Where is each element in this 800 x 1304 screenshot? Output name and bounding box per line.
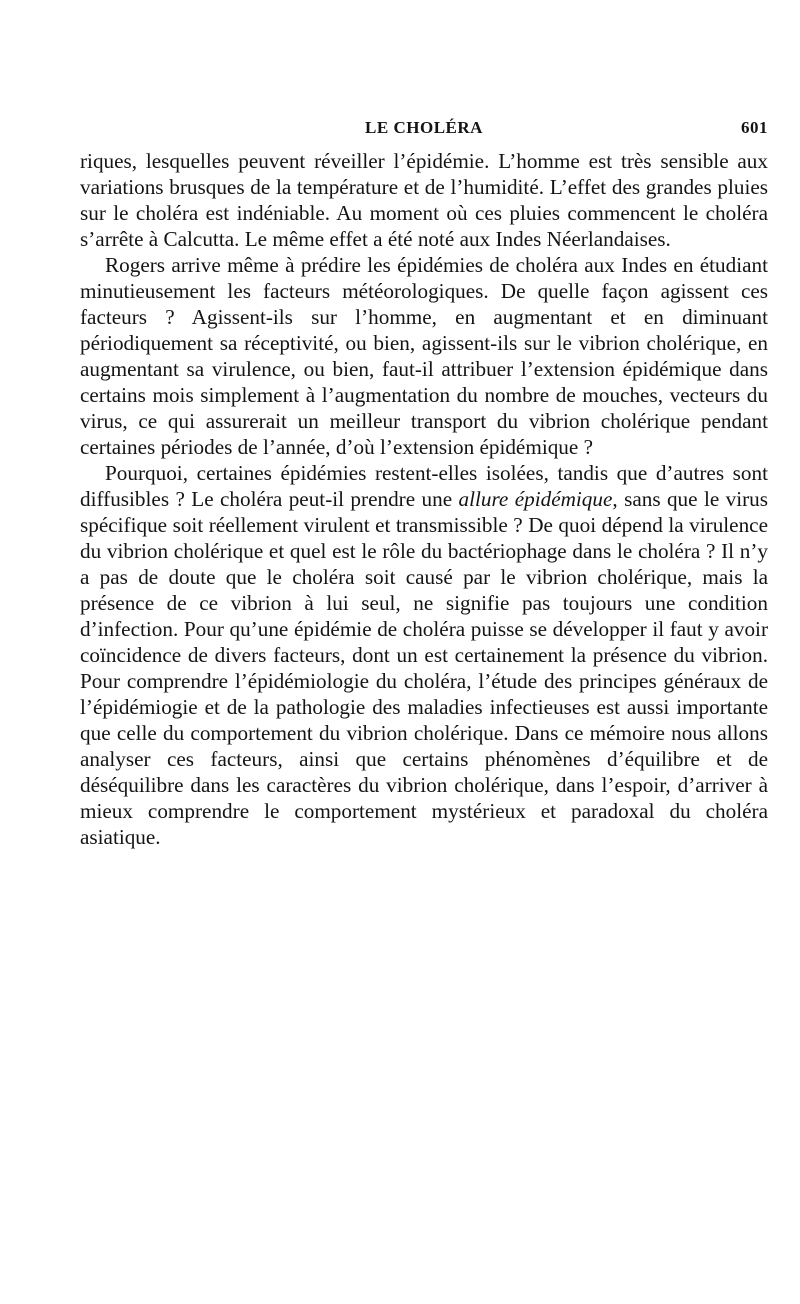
paragraph-rogers: Rogers arrive même à prédire les épidémies de choléra aux Indes en étudiant minutieusement les facteurs météorologiques. De quelle façon agissent ces facteurs ? Agissent-ils sur l’homme, en augmentant et en diminuant périodiquement sa réceptivité, ou bien, agissent-ils sur le vibrion cholérique, en augmentant sa virulence, ou bien, faut-il attribuer l’extension épidémique dans certains mois simplement à l’augmentation du nombre de mouches, vecteurs du virus, ce qui assurerait un meilleur transport du vibrion cholérique pendant certaines périodes de l’année, d’où l’extension épidémique ? — [80, 253, 768, 459]
body-text — [80, 148, 768, 850]
document-page — [80, 112, 768, 850]
page-number: 601 — [741, 118, 768, 137]
paragraph-text-part-2: , sans que le virus spécifique soit réellement virulent et transmissible ? De quoi dépend la virulence du vibrion cholérique et quel est le rôle du bactériophage dans le choléra ? Il n’y a pas de doute que le choléra soit causé par le vibrion cholérique, mais la présence de ce vibrion à lui seul, ne signifie pas toujours une condition d’infection. Pour qu’une épidémie de choléra puisse se développer il faut y avoir coïncidence de divers facteurs, dont un est certainement la présence du vibrion. Pour comprendre l’épidémiologie du choléra, l’étude des principes généraux de l’épidémiogie et de la pathologie des maladies infectieuses est aussi importante que celle du comportement du vibrion cholérique. Dans ce mémoire nous allons analyser ces facteurs, ainsi que certains phénomènes d’équilibre et de déséquilibre dans les caractères du vibrion cholérique, dans l’espoir, d’arriver à mieux comprendre le comportement mystérieux et paradoxal du choléra asiatique. — [80, 487, 768, 849]
paragraph-continuation: riques, lesquelles peuvent réveiller l’épidémie. L’homme est très sensible aux variations brusques de la température et de l’humidité. L’effet des grandes pluies sur le choléra est indéniable. Au moment où ces pluies commencent le choléra s’arrête à Calcutta. Le même effet a été noté aux Indes Néerlandaises. — [80, 149, 768, 251]
italic-phrase: allure épidémique — [458, 487, 613, 511]
paragraph-text-part-1: Pourquoi, certaines épidémies restent-elles isolées, tandis que d’autres sont diffusibles ? Le choléra peut-il prendre une — [80, 461, 768, 511]
running-header — [80, 112, 768, 148]
paragraph-pourquoi — [80, 460, 768, 850]
running-title: LE CHOLÉRA — [365, 118, 483, 137]
